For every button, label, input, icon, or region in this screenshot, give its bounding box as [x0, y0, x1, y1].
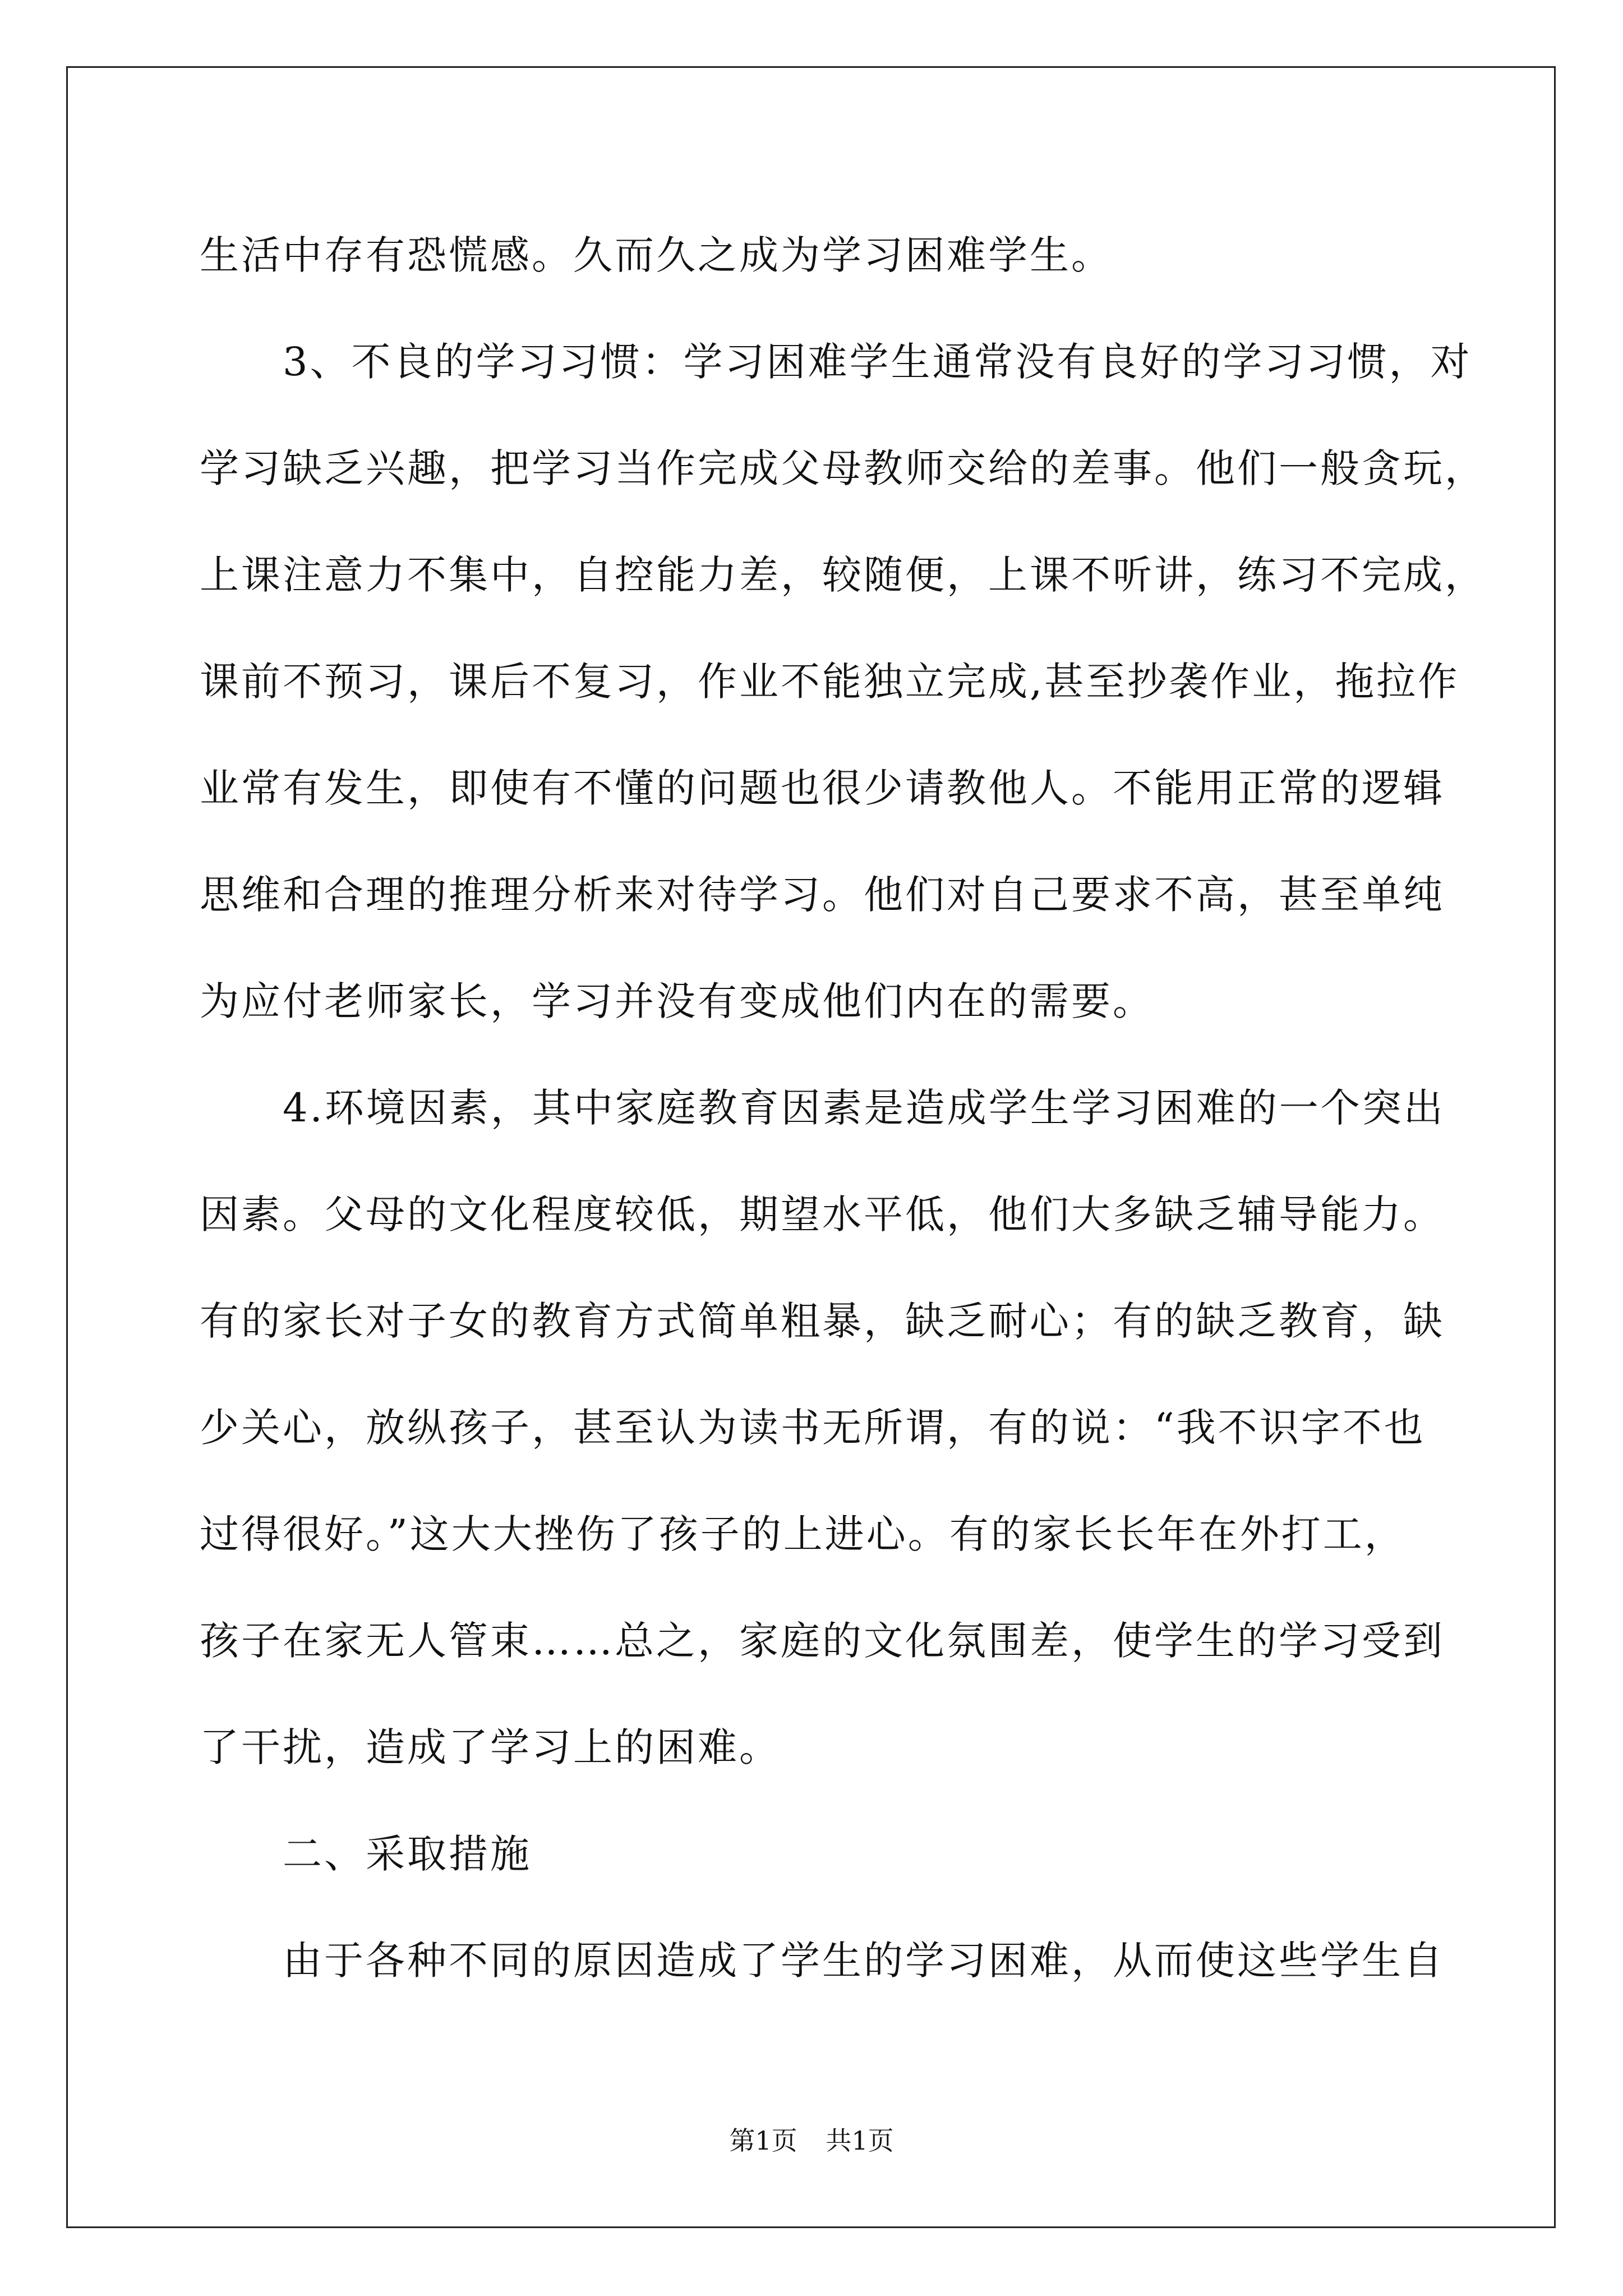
section-heading: 二、采取措施 — [200, 1831, 532, 1877]
text-line: 少关心，放纵孩子，甚至认为读书无所谓，有的说：“我不识字不也 — [200, 1405, 1426, 1451]
text-line: 4.环境因素，其中家庭教育因素是造成学生学习困难的一个突出 — [200, 1085, 1445, 1131]
text-line: 为应付老师家长，学习并没有变成他们内在的需要。 — [200, 978, 1154, 1024]
document-body — [200, 202, 1486, 2014]
text-line: 3、不良的学习习惯：学习困难学生通常没有良好的学习习惯，对 — [200, 339, 1472, 385]
page-number: 第1页 — [729, 2125, 797, 2156]
text-line: 因素。父母的文化程度较低，期望水平低，他们大多缺乏辅导能力。 — [200, 1191, 1445, 1237]
text-line: 课前不预习，课后不复习，作业不能独立完成,甚至抄袭作业，拖拉作 — [200, 659, 1460, 705]
page-footer — [0, 2120, 1623, 2157]
text-line: 思维和合理的推理分析来对待学习。他们对自己要求不高，甚至单纯 — [200, 872, 1445, 918]
text-line: 业常有发生，即使有不懂的问题也很少请教他人。不能用正常的逻辑 — [200, 765, 1445, 811]
text-line: 过得很好。”这大大挫伤了孩子的上进心。有的家长长年在外打工， — [200, 1511, 1406, 1557]
text-line: 有的家长对子女的教育方式简单粗暴，缺乏耐心；有的缺乏教育，缺 — [200, 1298, 1445, 1344]
text-line: 由于各种不同的原因造成了学生的学习困难，从而使这些学生自 — [200, 1938, 1445, 1984]
text-line: 学习缺乏兴趣，把学习当作完成父母教师交给的差事。他们一般贪玩， — [200, 445, 1486, 491]
text-line: 孩子在家无人管束……总之，家庭的文化氛围差，使学生的学习受到 — [200, 1618, 1445, 1664]
text-line: 了干扰，造成了学习上的困难。 — [200, 1724, 781, 1770]
text-line: 生活中存有恐慌感。久而久之成为学习困难学生。 — [200, 232, 1113, 278]
text-line: 上课注意力不集中，自控能力差，较随便，上课不听讲，练习不完成， — [200, 552, 1486, 598]
page-total: 共1页 — [826, 2125, 894, 2156]
